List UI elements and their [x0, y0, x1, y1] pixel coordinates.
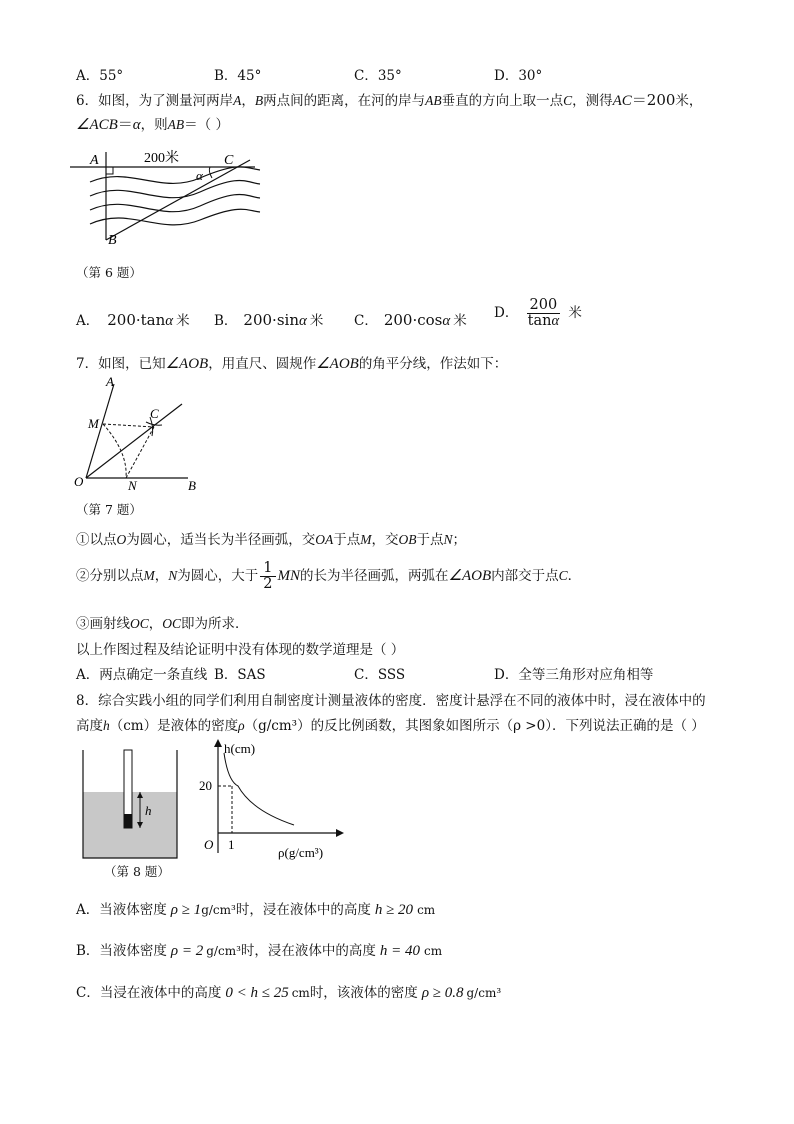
q8-option-a [76, 898, 435, 919]
ray-oc-label: OC [162, 616, 182, 631]
label-alpha: α [196, 168, 203, 183]
q8-option-c [76, 981, 501, 1002]
ray-oc [86, 404, 182, 478]
q6-figure-caption: （第 6 题） [76, 265, 142, 280]
var-rho: ρ [238, 718, 245, 733]
q8-unit: g/cm³ [201, 903, 236, 917]
point-m: M [143, 568, 155, 584]
q6-text: ＝（ ） [184, 117, 229, 133]
label-m: M [88, 416, 99, 431]
q6-option-a [76, 309, 190, 330]
q6-option-expr: 200·sin [243, 311, 299, 329]
q8-math: ρ ≥ 0.8 [421, 985, 464, 1001]
q7-option-b: B．SAS [214, 667, 266, 683]
q8-text: （g/cm³）的反比例函数，其图象如图所示（ρ >0）．下列说法正确的是（ ） [244, 718, 705, 734]
point-n: N [443, 532, 453, 547]
q7-text: ； [452, 532, 467, 548]
q6-option-alpha: α [165, 313, 174, 329]
y-axis-arrow [214, 739, 222, 747]
q8-text: 时，浸在液体中的高度 [235, 902, 371, 918]
q6-option-b [214, 309, 323, 330]
q6-option-unit: 米 [568, 305, 582, 322]
q6-point-c: C [563, 93, 573, 108]
q8-text: C．当浸在液体中的高度 [76, 985, 222, 1001]
q6-unit: 米， [675, 93, 703, 109]
q8-unit: g/cm³ [206, 944, 241, 958]
label-x1: 1 [228, 837, 235, 852]
label-c: C [224, 153, 234, 168]
q6-option-expr: 200·cos [383, 311, 443, 329]
q7-step-2 [76, 561, 581, 592]
q7-text: 的角平分线，作法如下： [358, 356, 508, 372]
point-o: O [116, 532, 127, 547]
segment-oa: OA [315, 532, 334, 547]
q6-stem-line2 [76, 113, 229, 134]
label-b: B [108, 233, 117, 248]
label-rho-axis: ρ(g/cm³) [278, 845, 324, 860]
q8-math: h ≥ 20 [374, 902, 414, 918]
q5-option-a: A．55° [76, 68, 124, 84]
q6-text: ＝ [117, 115, 133, 133]
q7-option-d: D．全等三角形对应角相等 [494, 667, 654, 683]
q7-question: 以上作图过程及结论证明中没有体现的数学道理是（ ） [76, 642, 405, 658]
q8-math: ρ ≥ 1 [170, 902, 202, 918]
q8-math: h = 40 [379, 943, 421, 959]
q6-text: 6．如图，为了测量河两岸 [76, 93, 234, 109]
label-y20: 20 [199, 778, 212, 793]
q7-text: ，交 [371, 532, 399, 548]
q7-text: ②分别以点 [76, 568, 144, 585]
dashed-nc [126, 427, 154, 478]
q8-unit: cm [417, 903, 436, 917]
q8-text: （cm）是液体的密度 [109, 718, 239, 734]
segment-mn: MN [277, 568, 300, 585]
q8-option-b [76, 939, 442, 960]
q6-text: 垂直的方向上取一点 [441, 93, 564, 109]
arc-mn [103, 424, 126, 478]
q8-stem-line2 [76, 714, 705, 734]
q8-figure-caption: （第 8 题） [104, 864, 170, 879]
q6-text: ，则 [140, 117, 168, 133]
label-o: O [74, 474, 84, 489]
q6-segment-ac: AC [612, 93, 632, 109]
segment-bc [106, 160, 250, 240]
label-a: A [90, 153, 99, 168]
hydrometer-weight [124, 814, 132, 828]
q6-segment-ab: AB [425, 93, 442, 108]
q5-option-c: C．35° [354, 68, 402, 84]
q6-text: 两点间的距离，在河的岸与 [263, 93, 426, 109]
q7-angle-aob: ∠AOB [316, 356, 359, 372]
hyperbola-curve [224, 753, 294, 825]
q5-option-d: D．30° [494, 68, 543, 84]
q7-text: ， [154, 568, 169, 585]
q8-unit: cm [291, 986, 310, 1000]
q8-unit: g/cm³ [466, 986, 502, 1000]
q7-text: ，用直尺、圆规作 [208, 356, 317, 372]
ray-oa [86, 384, 114, 478]
segment-ob: OB [398, 532, 417, 547]
q6-value: ＝200 [631, 91, 676, 109]
q8-text: B．当液体密度 [76, 943, 167, 959]
q6-option-unit: 米 [309, 313, 324, 329]
label-200m: 200米 [144, 151, 179, 166]
q6-option-d-fraction [525, 298, 562, 329]
q6-text: ， [241, 93, 255, 109]
q8-math: 0 < h ≤ 25 [225, 985, 289, 1001]
q8-text: 时，浸在液体中的高度 [240, 943, 376, 959]
q7-text: ， [148, 616, 163, 632]
q7-text: 即为所求． [181, 616, 249, 632]
q8-text: A．当液体密度 [76, 902, 167, 918]
q6-point-a: A [233, 93, 242, 108]
q5-option-b: B．45° [214, 68, 262, 84]
q6-option-label: B． [214, 313, 238, 329]
q6-angle-acb: ∠ACB [76, 117, 118, 133]
fraction-numerator: 1 [260, 561, 275, 577]
q7-text: 7．如图，已知 [76, 356, 166, 372]
dashed-mc [103, 424, 154, 427]
right-angle-mark [106, 167, 113, 174]
q7-step-3 [76, 612, 249, 632]
q7-figure [70, 372, 210, 492]
var-h: h [103, 718, 110, 733]
q6-option-label: C． [354, 313, 378, 329]
q6-option-alpha: α [442, 313, 451, 329]
q7-text: 内部交于点 [491, 568, 559, 585]
q8-text: 高度 [76, 718, 103, 734]
q7-option-a: A．两点确定一条直线 [76, 667, 208, 683]
q6-segment-ab: AB [167, 117, 185, 132]
q7-angle-aob: ∠AOB [448, 568, 492, 585]
q6-stem-line1 [76, 89, 702, 110]
q6-option-alpha: α [298, 313, 307, 329]
q7-text: 于点 [333, 532, 361, 548]
q8-unit: cm [424, 944, 443, 958]
q6-option-c [354, 309, 467, 330]
q7-option-c: C．SSS [354, 667, 406, 683]
q6-option-unit: 米 [453, 313, 467, 329]
q8-math: ρ = 2 [170, 943, 204, 959]
label-h-axis: h(cm) [224, 741, 256, 756]
q6-text: ，测得 [572, 93, 613, 109]
fraction-denominator: 2 [263, 576, 273, 593]
q7-text: 于点 [416, 532, 444, 548]
fraction-denominator: tan [527, 313, 552, 330]
q6-alpha: α [132, 117, 141, 133]
q6-option-expr: 200·tan [107, 311, 166, 329]
point-n: N [168, 568, 178, 584]
q6-figure [60, 140, 270, 252]
arc-c1 [146, 422, 162, 425]
q6-option-label: A． [76, 313, 100, 329]
q8-text: 时，该液体的密度 [309, 985, 418, 1001]
q6-point-b: B [254, 93, 264, 108]
q7-text: ①以点 [76, 532, 117, 548]
point-m: M [360, 532, 372, 547]
q8-graph [190, 733, 350, 863]
q7-text: ③画射线 [76, 616, 130, 632]
label-a: A [106, 374, 114, 389]
q8-stem-line1: 8．综合实践小组的同学们利用自制密度计测量液体的密度．密度计悬浮在不同的液体中时，浸在液体中的 [76, 693, 706, 709]
q6-option-alpha: α [551, 313, 560, 330]
ray-oc-label: OC [130, 616, 149, 631]
q7-text: 为圆心，大于 [177, 568, 259, 585]
q6-option-label: D． [494, 305, 519, 322]
q7-figure-caption: （第 7 题） [76, 502, 142, 517]
q7-text: ． [567, 568, 582, 585]
point-c: C [558, 568, 568, 584]
label-c: C [150, 406, 159, 421]
q7-text: 的长为半径画弧，两弧在 [300, 568, 449, 585]
label-n: N [128, 478, 137, 492]
q7-angle-aob: ∠AOB [165, 356, 209, 372]
label-b: B [188, 478, 196, 492]
q7-text: 为圆心，适当长为半径画弧，交 [126, 532, 316, 548]
angle-arc-alpha [209, 167, 212, 178]
q7-step-1 [76, 528, 466, 548]
label-origin: O [204, 837, 214, 852]
q7-stem [76, 352, 507, 373]
label-h: h [145, 803, 152, 818]
fraction-one-half [260, 561, 275, 592]
q8-container-figure [78, 748, 182, 862]
q6-option-unit: 米 [176, 313, 190, 329]
q6-option-d [494, 298, 582, 329]
x-axis-arrow [336, 829, 344, 837]
fraction-numerator: 200 [527, 298, 561, 314]
